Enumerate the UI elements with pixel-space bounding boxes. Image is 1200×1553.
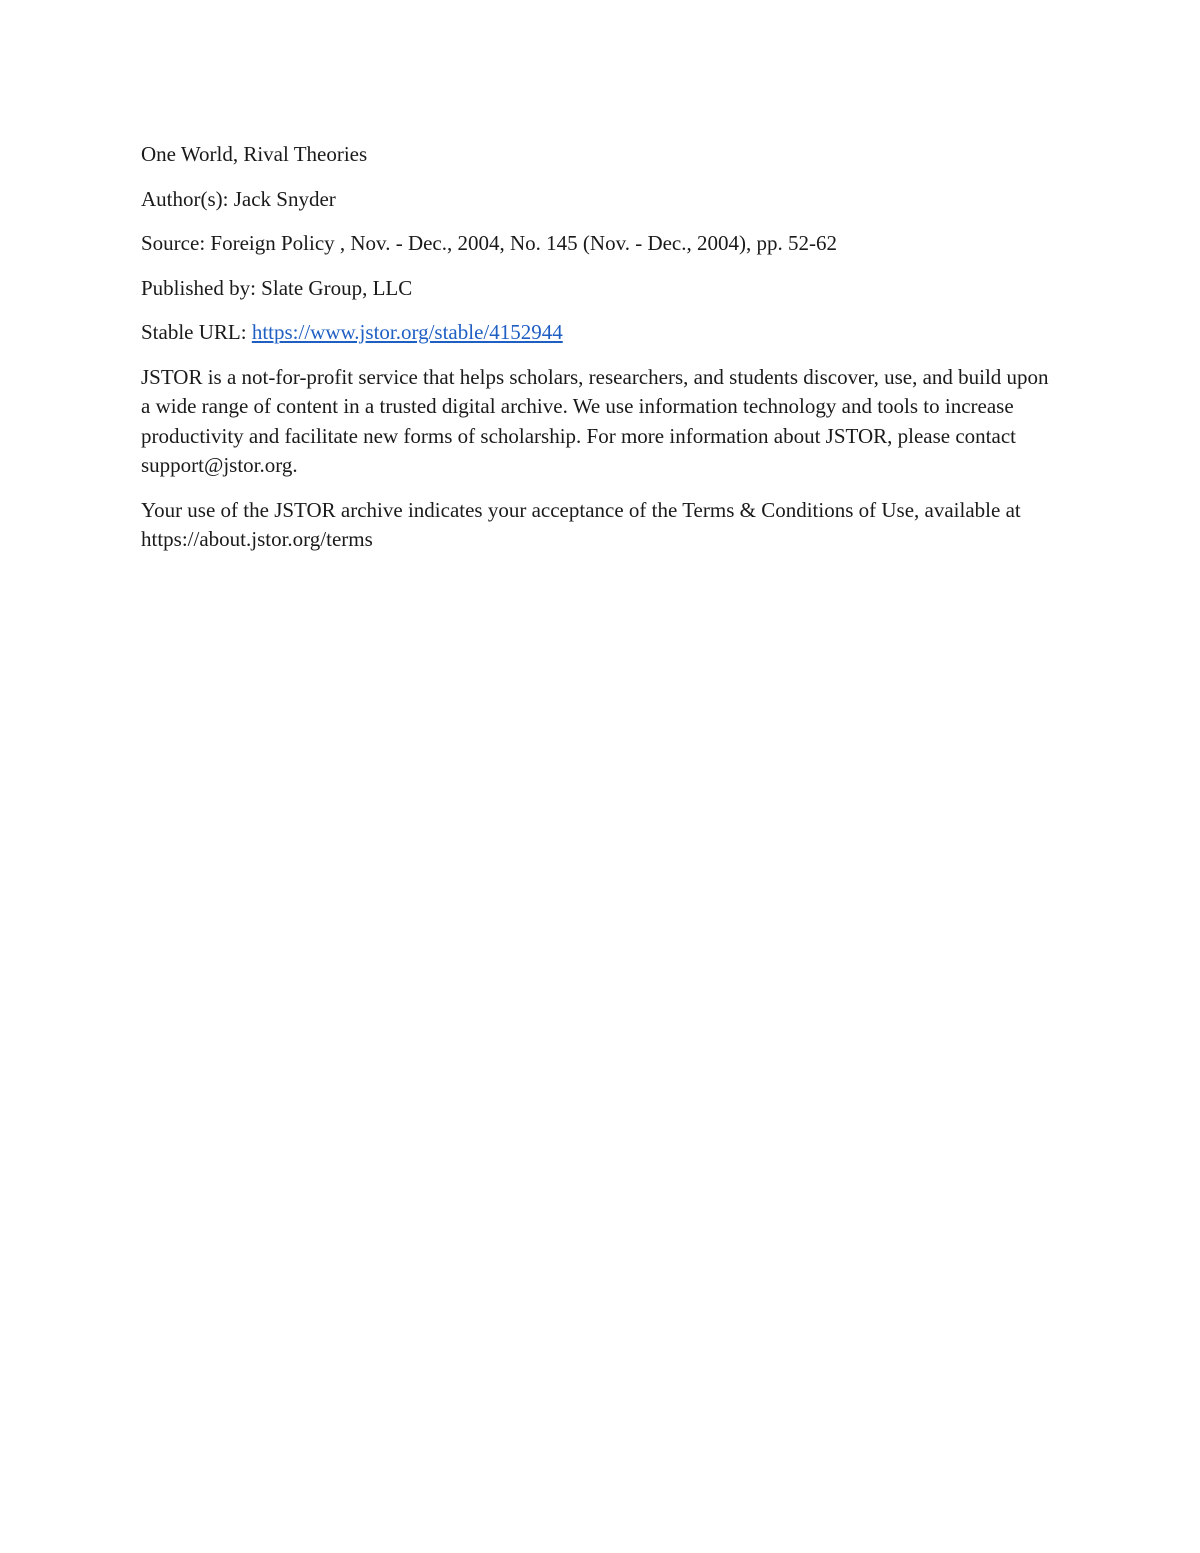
article-source: Source: Foreign Policy , Nov. - Dec., 2004, No. 145 (Nov. - Dec., 2004), pp. 52-62 — [141, 231, 837, 255]
article-authors: Author(s): Jack Snyder — [141, 186, 336, 211]
article-publisher: Published by: Slate Group, LLC — [141, 275, 413, 300]
stable-url-line — [141, 318, 1061, 347]
stable-url-label: Stable URL: — [141, 320, 252, 344]
article-title: One World, Rival Theories — [141, 142, 368, 166]
jstor-about-paragraph: JSTOR is a not-for-profit service that helps scholars, researchers, and students discover, use, and build upon a wide range of content in a trusted digital archive. We use information technology and tools to increase productivity and facilitate new forms of scholarship. For more information about JSTOR, please contact support@jstor.org. — [141, 364, 1049, 477]
jstor-cover-page — [141, 140, 1061, 570]
terms-paragraph: Your use of the JSTOR archive indicates your acceptance of the Terms & Conditions of Use, available at https://about.jstor.org/terms — [141, 497, 1021, 551]
stable-url-link[interactable]: https://www.jstor.org/stable/4152944 — [251, 320, 563, 344]
